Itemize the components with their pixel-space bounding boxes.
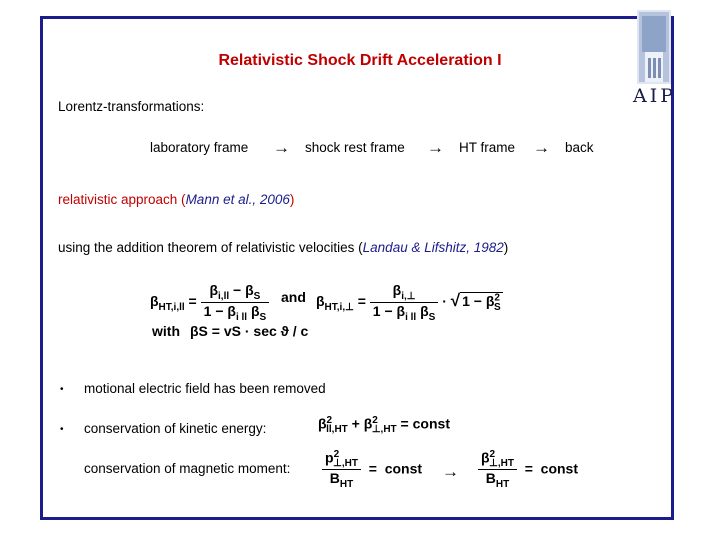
magnetic-moment-label: conservation of magnetic moment: — [84, 461, 291, 476]
equation-kinetic-energy: $\beta^2_{ll,HT} + \beta^2_{\perp,HT}$ = const — [318, 415, 450, 436]
approach-ref: Mann et al., — [185, 192, 257, 207]
bullet-kinetic-energy: conservation of kinetic energy: — [84, 421, 267, 436]
approach-suffix: ) — [289, 192, 295, 207]
beta-moment-const: const — [540, 460, 579, 477]
equation-and: and — [281, 289, 306, 305]
approach-year: 2006 — [259, 192, 290, 207]
arrow-icon: → — [533, 138, 550, 157]
bullet-electric-field: motional electric field has been removed — [84, 381, 326, 396]
theorem-year: 1982 — [473, 240, 504, 255]
equation-with: with — [152, 323, 180, 339]
approach-prefix: relativistic approach ( — [58, 192, 186, 207]
theorem-suffix: ) — [503, 240, 509, 255]
bullet-icon: • — [60, 384, 64, 395]
equation-magnetic-moment: $\frac{p^2_{\perp,HT}}{B_{HT}}$ = const — [322, 449, 422, 490]
kinetic-const: const — [412, 415, 450, 432]
theorem-prefix: using the addition theorem of relativistic velocities ( — [58, 240, 363, 255]
arrow-icon: → — [273, 138, 290, 157]
theorem-ref: Landau & Lifshitz, — [362, 240, 470, 255]
magnetic-const: const — [384, 460, 423, 477]
arrow-icon: → — [442, 462, 459, 481]
slide-frame — [40, 16, 677, 520]
aip-logo-text: AIP — [633, 85, 677, 107]
arrow-icon: → — [427, 138, 444, 157]
equation-beta-moment: $\frac{\beta^2_{\perp,HT}}{B_{HT}}$ = const — [478, 449, 578, 490]
approach-line — [58, 192, 294, 207]
frame-laboratory: laboratory frame — [150, 140, 249, 155]
slide-title: Relativistic Shock Drift Acceleration I — [218, 52, 502, 69]
equation-beta-parallel: $\beta_{HT,i,ll}$ = $\frac{\beta_{i,ll} - \beta_S}{1 - \beta_{i ll} \beta_S}$ — [150, 282, 269, 323]
frame-shock-rest: shock rest frame — [305, 140, 405, 155]
frame-back: back — [565, 140, 594, 155]
equation-with-expr: βS = vS · sec ϑ / c — [190, 323, 309, 339]
aip-logo-icon — [637, 10, 671, 84]
frame-ht: HT frame — [459, 140, 516, 155]
bullet-icon: • — [60, 424, 64, 435]
theorem-line — [58, 240, 508, 255]
equation-beta-perp: $\beta_{HT,i,\perp}$ = $\frac{\beta_{i,\perp}}{1 - \beta_{i ll} \beta_S}$ · √ $1 - \beta^2_S$ — [316, 282, 501, 323]
lorentz-label: Lorentz-transformations: — [58, 99, 205, 114]
